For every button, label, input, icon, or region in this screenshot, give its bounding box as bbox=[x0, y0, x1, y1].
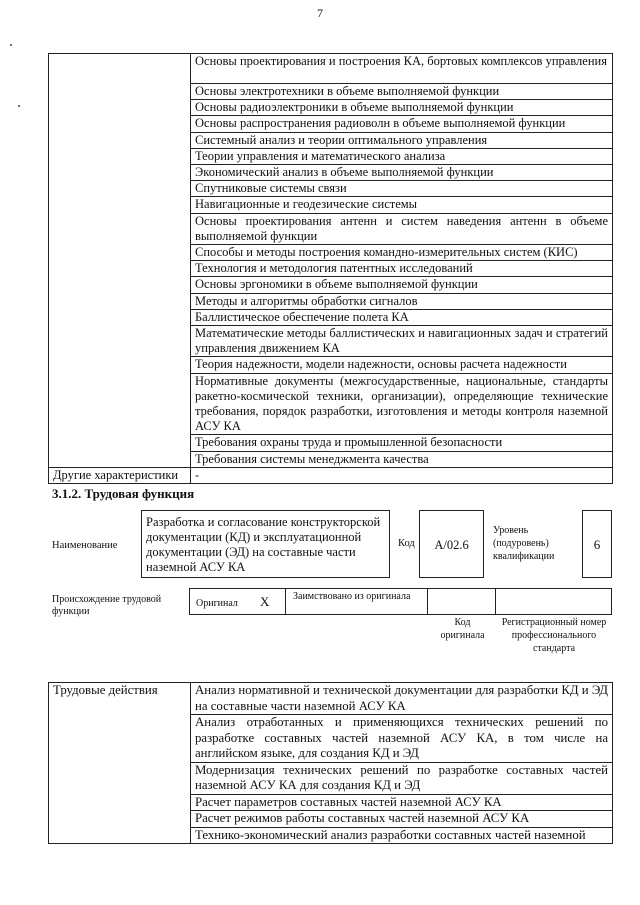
requirement-item: Баллистическое обеспечение полета КА bbox=[191, 309, 613, 325]
requirement-item: Системный анализ и теории оптимального управления bbox=[191, 132, 613, 148]
requirement-item: Теория надежности, модели надежности, основы расчета надежности bbox=[191, 357, 613, 373]
page-number: 7 bbox=[317, 6, 323, 20]
labor-action-item: Анализ отработанных и применяющихся технических решений по разработке составных частей наземной АСУ КА, в том числе на английском языке, для создания КД и ЭД bbox=[191, 715, 613, 763]
requirement-item: Требования системы менеджмента качества bbox=[191, 451, 613, 467]
level-box bbox=[582, 510, 612, 578]
function-name-box bbox=[141, 510, 390, 578]
borrowed-label: Заимствовано из оригинала bbox=[293, 591, 411, 602]
requirement-item: Основы распространения радиоволн в объеме выполняемой функции bbox=[191, 116, 613, 132]
labor-action-item: Модернизация технических решений по разработке составных частей наземной АСУ КА для создания КД и ЭД bbox=[191, 762, 613, 794]
requirement-item: Требования охраны труда и промышленной безопасности bbox=[191, 435, 613, 451]
requirement-item: Математические методы баллистических и навигационных задач и стратегий управления движением КА bbox=[191, 326, 613, 357]
code-box bbox=[419, 510, 484, 578]
code-label: Код bbox=[398, 538, 415, 549]
scan-speck bbox=[10, 44, 12, 46]
reg-caption: Регистрационный номер профессионального стандарта bbox=[501, 617, 607, 654]
other-characteristics-value: - bbox=[191, 467, 613, 483]
labor-actions-table bbox=[48, 682, 613, 844]
requirements-table bbox=[48, 53, 613, 484]
origin-original-cell bbox=[189, 588, 286, 615]
requirement-item: Экономический анализ в объеме выполняемой функции bbox=[191, 165, 613, 181]
name-label: Наименование bbox=[52, 540, 118, 551]
other-characteristics-label: Другие характеристики bbox=[49, 467, 191, 483]
labor-actions-label: Трудовые действия bbox=[49, 683, 191, 844]
scan-speck bbox=[18, 105, 20, 107]
requirement-item: Основы проектирования и построения КА, бортовых комплексов управления bbox=[191, 54, 613, 84]
requirement-item: Спутниковые системы связи bbox=[191, 181, 613, 197]
original-mark: X bbox=[260, 594, 270, 609]
requirement-item: Методы и алгоритмы обработки сигналов bbox=[191, 293, 613, 309]
labor-action-item: Анализ нормативной и технической документации для разработки КД и ЭД на составные части наземной АСУ КА bbox=[191, 683, 613, 715]
original-label: Оригинал bbox=[196, 598, 238, 609]
requirement-item: Способы и методы построения командно-измерительных систем (КИС) bbox=[191, 245, 613, 261]
level-label: Уровень (подуровень) квалификации bbox=[493, 525, 555, 562]
requirement-item: Технология и методология патентных исследований bbox=[191, 261, 613, 277]
requirement-item: Навигационные и геодезические системы bbox=[191, 197, 613, 213]
requirement-item: Основы радиоэлектроники в объеме выполняемой функции bbox=[191, 100, 613, 116]
code-caption: Код оригинала bbox=[440, 617, 485, 641]
code-value: A/02.6 bbox=[434, 538, 469, 552]
origin-label: Происхождение трудовой функции bbox=[52, 594, 162, 617]
section-heading: 3.1.2. Трудовая функция bbox=[52, 486, 195, 501]
origin-borrowed-cell bbox=[285, 588, 428, 615]
function-name-value: Разработка и согласование конструкторской документации (КД) и эксплуатационной документации (ЭД) на составные части наземной АСУ КА bbox=[146, 515, 381, 574]
label-cell-empty bbox=[49, 54, 191, 468]
labor-action-item: Расчет режимов работы составных частей наземной АСУ КА bbox=[191, 811, 613, 828]
labor-action-item: Технико-экономический анализ разработки составных частей наземной bbox=[191, 827, 613, 844]
requirement-item: Теории управления и математического анализа bbox=[191, 148, 613, 164]
origin-reg-cell bbox=[495, 588, 612, 615]
requirement-item: Нормативные документы (межгосударственные, национальные, стандарты ракетно-космической техники, организации), определяющие технические требования, порядок разработки, изготовления и методы контроля наземной АСУ КА bbox=[191, 373, 613, 435]
requirement-item: Основы эргономики в объеме выполняемой функции bbox=[191, 277, 613, 293]
labor-action-item: Расчет параметров составных частей наземной АСУ КА bbox=[191, 794, 613, 811]
level-value: 6 bbox=[593, 537, 601, 552]
requirement-item: Основы электротехники в объеме выполняемой функции bbox=[191, 84, 613, 100]
requirement-item: Основы проектирования антенн и систем наведения антенн в объеме выполняемой функции bbox=[191, 213, 613, 244]
origin-code-cell bbox=[427, 588, 496, 615]
